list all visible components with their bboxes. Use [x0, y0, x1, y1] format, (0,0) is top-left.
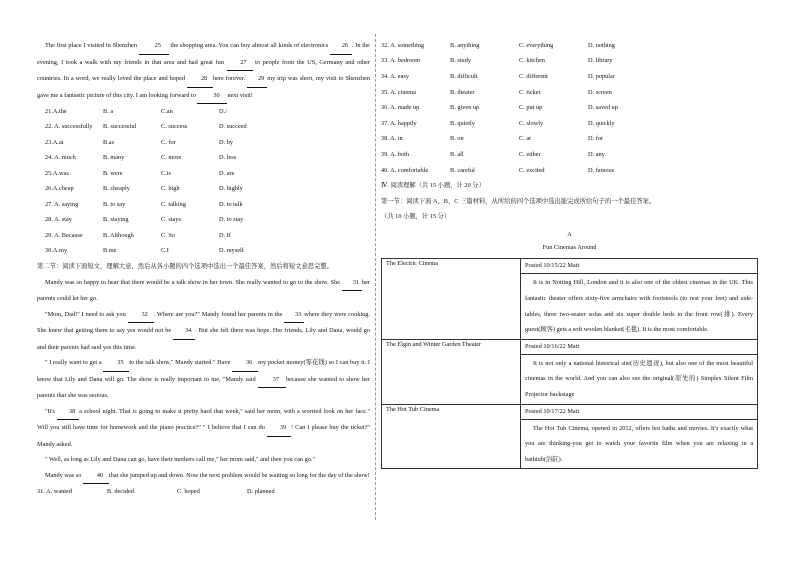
- option[interactable]: D. library: [588, 57, 613, 65]
- cloze-passage-b: [37, 307, 370, 356]
- option[interactable]: 33. A. bedroom: [381, 57, 421, 65]
- option-row: [37, 484, 370, 500]
- cloze-passage-b: [37, 404, 370, 453]
- option[interactable]: 31. A. wanted: [37, 487, 72, 495]
- option[interactable]: C. ticket: [519, 88, 541, 96]
- option-row: [381, 132, 758, 148]
- option[interactable]: 40. A. comfortable: [381, 166, 429, 174]
- cinema-description: It is in Notting Hill, London and it is also one of the oldest cinemas in the UK. This fantastic theater offers sixty-five armchairs with footstools (to rest your feet) and side-tables, three two-seater sofas and six super double beds in the front row(排). Every guest(顾客) gets a soft woolen blanket(毛毯). It is the most comfortable.: [521, 274, 758, 339]
- blank-32: 32: [128, 307, 154, 324]
- text: to the talk show," Mandy started." Have: [129, 359, 231, 366]
- option[interactable]: 23.A.at: [45, 138, 64, 146]
- option[interactable]: 37. A. happily: [381, 119, 417, 127]
- text: Mandy was so: [45, 471, 82, 479]
- blank-31: 31: [342, 275, 362, 292]
- option[interactable]: C. talking: [161, 200, 186, 208]
- blank-30: 30: [197, 88, 227, 105]
- option-row: [381, 116, 758, 132]
- option[interactable]: C. at: [519, 135, 531, 143]
- table-row: [382, 259, 758, 274]
- option[interactable]: C. success: [161, 123, 188, 131]
- option[interactable]: D. screen: [588, 88, 612, 96]
- option[interactable]: D. famous: [588, 166, 615, 174]
- passage-title: Fun Cinemas Around: [542, 244, 597, 252]
- text: " I really want to get a: [45, 359, 102, 366]
- table-row: [382, 339, 758, 354]
- option[interactable]: C. everything: [519, 41, 554, 49]
- option-row: [45, 104, 370, 120]
- option[interactable]: C. different: [519, 73, 548, 81]
- option[interactable]: 24. A. much: [45, 154, 76, 162]
- text: The first place I visited in Shenzhen: [45, 42, 137, 49]
- text: here forever.: [213, 75, 246, 82]
- text: next visit!: [227, 91, 253, 99]
- option[interactable]: D. less: [219, 154, 237, 162]
- option[interactable]: D. are: [219, 169, 235, 177]
- option-row: [45, 213, 370, 229]
- option-row: [45, 151, 370, 167]
- option-row: [381, 54, 758, 70]
- option[interactable]: D. saved up: [588, 104, 618, 112]
- text: to people from the US, Germany and other countries. In a word, we really loved the place and hoped: [37, 58, 371, 82]
- text: Mandy was so happy to hear that there would be a talk show in her town. She really wanted to go to the show. She: [45, 278, 341, 286]
- text: "It's: [45, 407, 56, 415]
- text: a school night. That is going to make it pretty hard that week," said her mom, with a worried look on her face." Will you still have time for homework and the piano practice?" " I believe that I can do: [37, 407, 370, 431]
- option[interactable]: B. cheaply: [103, 185, 130, 193]
- option[interactable]: 28. A. stay: [45, 216, 72, 224]
- option[interactable]: B. staying: [103, 216, 129, 224]
- options-32-40: [381, 38, 758, 178]
- section-2-heading: 第二节：阅读下面短文，理解大意，然后从各小题的四个选项中选出一个最佳答案，然后将短文意思完整。: [37, 263, 333, 270]
- option[interactable]: B. successful: [103, 123, 137, 131]
- option[interactable]: 25.A.was: [45, 169, 69, 177]
- option[interactable]: C. for: [161, 138, 176, 146]
- option[interactable]: B. difficult: [450, 73, 478, 81]
- option[interactable]: 22. A. successfully: [45, 123, 93, 131]
- option[interactable]: B. quietly: [450, 119, 475, 127]
- option[interactable]: C. high: [161, 185, 180, 193]
- option[interactable]: C. So: [161, 231, 175, 239]
- text: ! Can I please buy the ticket?" Mandy asked.: [37, 424, 370, 448]
- cinema-name: The Electric Cinema: [382, 259, 521, 339]
- left-column: [37, 38, 370, 500]
- text: . In the evening, I took a walk with my friends in that area and had great fun: [37, 42, 370, 66]
- option[interactable]: B. decided: [107, 487, 134, 495]
- option[interactable]: C. more: [161, 154, 182, 162]
- option[interactable]: D. succeed: [219, 123, 247, 131]
- text: because she wanted to show her parents that she was serious.: [37, 375, 371, 399]
- cinema-name: The Hot Tub Cinema: [382, 404, 521, 469]
- part-4-instructions: 第一节：阅读下面 A、B、C 三篇材料，从所给的四个选项中选出能完成所给句子的一个最佳答案。: [381, 197, 656, 205]
- option[interactable]: B.me: [103, 247, 117, 255]
- option[interactable]: D. popular: [588, 73, 615, 81]
- option-row: [45, 244, 370, 260]
- option[interactable]: D. planned: [247, 487, 275, 495]
- option-row: [381, 163, 758, 179]
- option[interactable]: 27. A. saying: [45, 200, 79, 208]
- blank-39: 39: [267, 420, 291, 437]
- blank-35: 35: [103, 355, 129, 372]
- blank-36: 36: [232, 355, 258, 372]
- column-divider: [375, 34, 376, 520]
- option[interactable]: B. on: [450, 135, 464, 143]
- option[interactable]: 35. A. cinema: [381, 88, 416, 96]
- option[interactable]: B. to say: [103, 200, 126, 208]
- text: . But she felt there was hope. Her friends, Lily and Dana, would go and their parents had said yes this time.: [37, 327, 370, 351]
- part-4-score-note: （共 10 小题，计 15 分）: [381, 213, 451, 221]
- option-row: [381, 85, 758, 101]
- part-4-heading: Ⅳ. 阅读理解（共 15 小题，计 20 分）: [381, 182, 485, 190]
- text: her parents could let her go.: [37, 278, 371, 302]
- passage-letter: A: [567, 230, 572, 238]
- option-row: [45, 182, 370, 198]
- option[interactable]: C. stays: [161, 216, 181, 224]
- option[interactable]: 30.A.my: [45, 247, 68, 255]
- option[interactable]: B.as: [103, 138, 115, 146]
- option[interactable]: B. many: [103, 154, 125, 162]
- option[interactable]: 36. A. made up: [381, 104, 420, 112]
- cloze-passage-a: [37, 38, 370, 104]
- option[interactable]: D. to talk: [219, 200, 243, 208]
- blank-40: 40: [83, 468, 109, 485]
- option-row: [45, 120, 370, 136]
- cinema-description: The Hot Tub Cinema, opened in 2012, offers hot baths and movies. It's exactly what you are thinking-you get to watch your favorite film when you are relaxing in a bathtub(浴缸).: [521, 419, 758, 469]
- option[interactable]: 39. A. both: [381, 151, 409, 159]
- blank-29: 29: [247, 71, 267, 88]
- blank-34: 34: [173, 323, 195, 340]
- option[interactable]: 34. A. easy: [381, 73, 409, 81]
- blank-26: 26: [330, 38, 352, 55]
- blank-38: 38: [57, 404, 79, 421]
- post-meta: Posted 10/16/22 Matt: [521, 339, 758, 354]
- option[interactable]: D. If: [219, 231, 231, 239]
- right-column: [381, 38, 758, 469]
- cinema-table: [381, 258, 758, 469]
- option[interactable]: B. were: [103, 169, 123, 177]
- option[interactable]: B. study: [450, 57, 471, 65]
- option[interactable]: B. all: [450, 151, 464, 159]
- option-row: [45, 197, 370, 213]
- post-meta: Posted 10/17/22 Matt: [521, 404, 758, 419]
- blank-37: 37: [258, 372, 286, 389]
- cloze-passage-b: " Well, as long as Lily and Dana can go, have their mothers call me," her mom said," and then you can go.": [45, 456, 316, 463]
- option[interactable]: C.I: [161, 247, 169, 255]
- option[interactable]: B. a: [103, 107, 114, 115]
- option[interactable]: 38. A. in: [381, 135, 403, 143]
- option[interactable]: D. nothing: [588, 41, 615, 49]
- option[interactable]: D. highly: [219, 185, 243, 193]
- option[interactable]: C.is: [161, 169, 171, 177]
- options-21-30: [45, 104, 370, 259]
- text: my pocket money(零花钱) so I can buy it. I know that Lily and Dana will go. The show is really important to me, "Mandy said: [37, 359, 370, 383]
- option[interactable]: 21.A.the: [45, 107, 67, 115]
- option[interactable]: D. by: [219, 138, 233, 146]
- option[interactable]: 26.A.cheap: [45, 185, 74, 193]
- option[interactable]: 29. A. Because: [45, 231, 83, 239]
- option-row: [381, 38, 758, 54]
- option[interactable]: D. myself: [219, 247, 244, 255]
- option-row: [45, 135, 370, 151]
- option[interactable]: 32. A. something: [381, 41, 425, 49]
- option[interactable]: C. either: [519, 151, 541, 159]
- option[interactable]: D./: [219, 107, 227, 115]
- option[interactable]: C. put up: [519, 104, 543, 112]
- cinema-name: The Elgin and Winter Garden Theater: [382, 339, 521, 404]
- option[interactable]: D. for: [588, 135, 604, 143]
- blank-25: 25: [139, 38, 169, 55]
- cloze-passage-b: [37, 355, 370, 404]
- option[interactable]: C. slowly: [519, 119, 544, 127]
- text: the shopping area. You can buy almost all kinds of electronics: [170, 42, 329, 49]
- table-row: [382, 404, 758, 419]
- blank-33: 33: [284, 307, 304, 324]
- option[interactable]: C. excited: [519, 166, 545, 174]
- option[interactable]: D. any: [588, 151, 605, 159]
- option[interactable]: C.an: [161, 107, 173, 115]
- cloze-passage-b: [37, 468, 370, 485]
- option[interactable]: C. hoped: [177, 487, 200, 495]
- option[interactable]: B. careful: [450, 166, 475, 174]
- text: "Mom, Dad!" I need to ask you: [45, 310, 126, 318]
- text: that she jumped up and down. Now the next problem would be waiting so long for the day of the show!: [108, 471, 370, 479]
- option-row: [381, 100, 758, 116]
- option[interactable]: B. theater: [450, 88, 475, 96]
- option-row: [45, 166, 370, 182]
- blank-27: 27: [227, 55, 253, 72]
- blank-28: 28: [187, 71, 213, 88]
- option-row: [381, 147, 758, 163]
- post-meta: Posted 10/15/22 Matt: [521, 259, 758, 274]
- option-row: [45, 228, 370, 244]
- option[interactable]: B. Although: [103, 231, 134, 239]
- cinema-description: It is not only a national historical site(历史遗迹), but also one of the most beautiful cinemas in the world. And you can also see the original(原先的) Simplex Silent Film Projector backstage: [521, 354, 758, 404]
- option[interactable]: B. given up: [450, 104, 480, 112]
- option[interactable]: C. kitchen: [519, 57, 545, 65]
- text: my trip was short, my visit to Shenzhen gave me a fantastic picture of this city. I am looking forward to: [37, 75, 370, 99]
- cloze-passage-b: [37, 275, 370, 307]
- option[interactable]: D. quickly: [588, 119, 615, 127]
- option-row: [381, 69, 758, 85]
- text: . Where are you?" Mandy found her parents in the: [153, 310, 283, 318]
- option[interactable]: B. anything: [450, 41, 480, 49]
- text: where they were cooking. She knew that getting them to say yes would not be: [37, 310, 371, 334]
- option[interactable]: D. to stay: [219, 216, 244, 224]
